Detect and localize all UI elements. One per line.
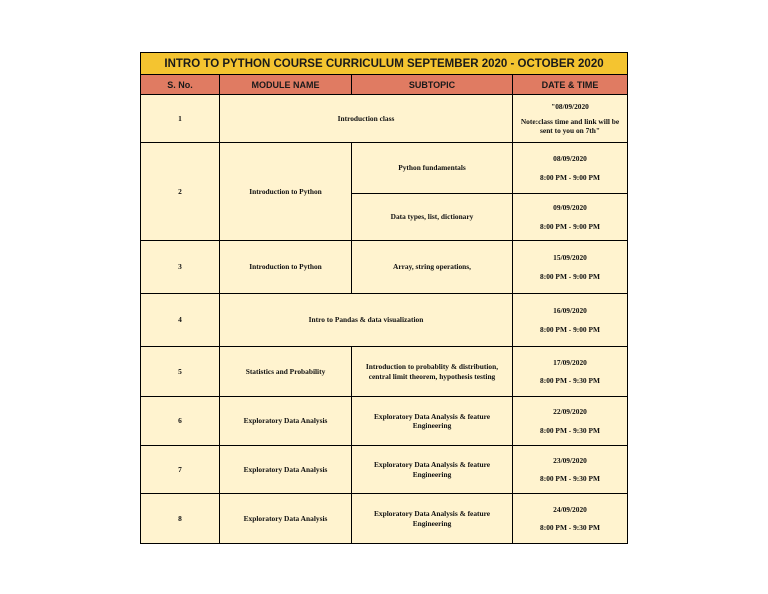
table-title: INTRO TO PYTHON COURSE CURRICULUM SEPTEMBER 2020 - OCTOBER 2020	[141, 53, 628, 75]
datetime-cell	[513, 241, 628, 294]
time-text: 8:00 PM - 9:30 PM	[540, 425, 600, 435]
time-text: 8:00 PM - 9:00 PM	[540, 324, 600, 334]
table-row	[141, 95, 628, 143]
datetime-cell	[513, 446, 628, 494]
table-row	[141, 446, 628, 494]
date-text: 17/09/2020	[553, 357, 587, 367]
date-text: 15/09/2020	[553, 253, 587, 263]
curriculum-table	[140, 52, 628, 544]
sno-cell: 1	[141, 95, 220, 143]
date-text: 16/09/2020	[553, 306, 587, 316]
date-text: 23/09/2020	[553, 455, 587, 465]
module-cell: Introduction to Python	[220, 241, 352, 294]
datetime-cell	[513, 494, 628, 544]
table-row	[141, 397, 628, 446]
time-text: Note:class time and link will be sent to you on 7th"	[520, 116, 620, 136]
title-row	[141, 53, 628, 75]
table-row	[141, 347, 628, 397]
subtopic-cell: Exploratory Data Analysis & feature Engineering	[352, 397, 513, 446]
sno-cell: 3	[141, 241, 220, 294]
datetime-cell	[513, 397, 628, 446]
datetime-cell	[513, 347, 628, 397]
time-text: 8:00 PM - 9:30 PM	[540, 474, 600, 483]
subtopic-cell: Array, string operations,	[352, 241, 513, 294]
module-cell: Introduction class	[220, 95, 513, 143]
module-cell: Exploratory Data Analysis	[220, 494, 352, 544]
header-row	[141, 75, 628, 95]
date-text: 24/09/2020	[553, 504, 587, 514]
module-cell: Exploratory Data Analysis	[220, 397, 352, 446]
time-text: 8:00 PM - 9:00 PM	[540, 271, 600, 281]
time-text: 8:00 PM - 9:30 PM	[540, 376, 600, 385]
datetime-cell	[513, 294, 628, 347]
subtopic-cell: Data types, list, dictionary	[352, 194, 513, 241]
module-cell: Intro to Pandas & data visualization	[220, 294, 513, 347]
sno-cell: 7	[141, 446, 220, 494]
table-row	[141, 494, 628, 544]
module-cell: Exploratory Data Analysis	[220, 446, 352, 494]
table-row	[141, 241, 628, 294]
header-subtopic: SUBTOPIC	[352, 75, 513, 95]
sno-cell: 6	[141, 397, 220, 446]
datetime-cell	[513, 95, 628, 143]
header-sno: S. No.	[141, 75, 220, 95]
datetime-cell	[513, 194, 628, 241]
time-text: 8:00 PM - 9:00 PM	[540, 221, 600, 231]
sno-cell: 4	[141, 294, 220, 347]
header-datetime: DATE & TIME	[513, 75, 628, 95]
date-text: "08/09/2020	[551, 101, 589, 111]
date-text: 09/09/2020	[553, 203, 587, 213]
subtopic-cell: Exploratory Data Analysis & feature Engineering	[352, 446, 513, 494]
sno-cell: 8	[141, 494, 220, 544]
table-row	[141, 143, 628, 194]
module-cell: Statistics and Probability	[220, 347, 352, 397]
header-module: MODULE NAME	[220, 75, 352, 95]
date-text: 08/09/2020	[553, 154, 587, 164]
time-text: 8:00 PM - 9:00 PM	[540, 172, 600, 182]
module-cell: Introduction to Python	[220, 143, 352, 241]
subtopic-cell: Exploratory Data Analysis & feature Engineering	[352, 494, 513, 544]
subtopic-cell: Introduction to probablity & distribution, central limit theorem, hypothesis testing	[352, 347, 513, 397]
sno-cell: 5	[141, 347, 220, 397]
sno-cell: 2	[141, 143, 220, 241]
subtopic-cell: Python fundamentals	[352, 143, 513, 194]
datetime-cell	[513, 143, 628, 194]
date-text: 22/09/2020	[553, 407, 587, 417]
table-row	[141, 294, 628, 347]
time-text: 8:00 PM - 9:30 PM	[540, 523, 600, 532]
